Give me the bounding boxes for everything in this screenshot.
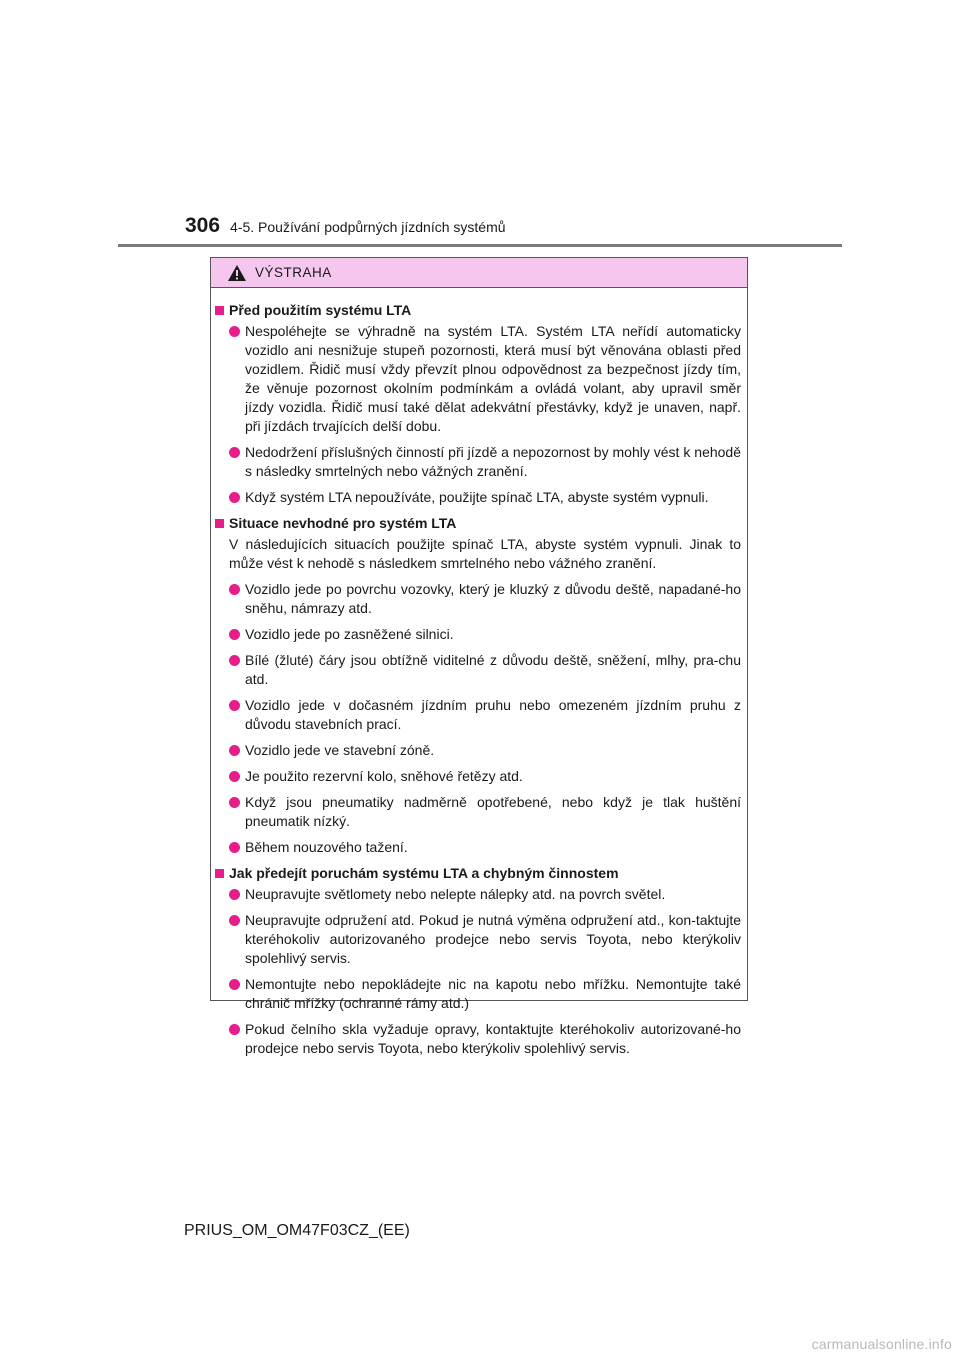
round-bullet-icon <box>229 326 240 337</box>
round-bullet-icon <box>229 771 240 782</box>
list-item <box>229 625 741 644</box>
warning-body <box>211 288 747 1058</box>
round-bullet-icon <box>229 1024 240 1035</box>
list-item <box>229 488 741 507</box>
list-item-text: Pokud čelního skla vyžaduje opravy, kontaktujte kteréhokoliv autorizované-ho prodejce nebo servis Toyota, nebo kterýkoliv spolehlivý servis. <box>245 1021 741 1056</box>
square-bullet-icon <box>215 869 224 878</box>
page-number: 306 <box>185 214 221 237</box>
warning-section <box>215 864 741 1058</box>
list-item <box>229 696 741 734</box>
list-item <box>229 580 741 618</box>
list-item <box>229 793 741 831</box>
section-heading <box>215 514 741 533</box>
list-item <box>229 443 741 481</box>
list-item-text: Nemontujte nebo nepokládejte nic na kapotu nebo mřížku. Nemontujte také chránič mřížky (ochranné rámy atd.) <box>245 976 741 1011</box>
page-header <box>185 214 506 244</box>
round-bullet-icon <box>229 584 240 595</box>
round-bullet-icon <box>229 915 240 926</box>
list-item-text: Vozidlo jede v dočasném jízdním pruhu nebo omezeném jízdním pruhu z důvodu stavebních prací. <box>245 697 741 732</box>
warning-header <box>211 258 747 288</box>
round-bullet-icon <box>229 797 240 808</box>
list-item-text: Nedodržení příslušných činností při jízdě a nepozornost by mohly vést k nehodě s následky smrtelných nebo vážných zranění. <box>245 444 741 479</box>
list-item-text: Je použito rezervní kolo, sněhové řetězy atd. <box>245 768 523 784</box>
list-item-text: Bílé (žluté) čáry jsou obtížně viditelné z důvodu deště, sněžení, mlhy, pra-chu atd. <box>245 652 741 687</box>
square-bullet-icon <box>215 306 224 315</box>
section-heading-text: Před použitím systému LTA <box>229 302 412 318</box>
list-item <box>229 911 741 968</box>
list-item-text: Během nouzového tažení. <box>245 839 408 855</box>
square-bullet-icon <box>215 519 224 528</box>
watermark: carmanualsonline.info <box>811 1336 952 1352</box>
round-bullet-icon <box>229 629 240 640</box>
document-code: PRIUS_OM_OM47F03CZ_(EE) <box>184 1222 410 1239</box>
section-title: 4-5. Používání podpůrných jízdních systémů <box>230 219 506 235</box>
list-item <box>229 975 741 1013</box>
round-bullet-icon <box>229 655 240 666</box>
list-item-text: Když systém LTA nepoužíváte, použijte spínač LTA, abyste systém vypnuli. <box>245 489 709 505</box>
list-item-text: Neupravujte světlomety nebo nelepte nálepky atd. na povrch světel. <box>245 886 666 902</box>
round-bullet-icon <box>229 447 240 458</box>
warning-box <box>210 257 748 1056</box>
round-bullet-icon <box>229 979 240 990</box>
warning-triangle-icon <box>227 264 247 282</box>
list-item-text: Vozidlo jede ve stavební zóně. <box>245 742 435 758</box>
section-heading <box>215 301 741 320</box>
list-item-text: Když jsou pneumatiky nadměrně opotřebené, nebo když je tlak huštění pneumatik nízký. <box>245 794 741 829</box>
list-item <box>229 1020 741 1058</box>
list-item-text: Vozidlo jede po zasněžené silnici. <box>245 626 454 642</box>
round-bullet-icon <box>229 700 240 711</box>
header-rule <box>118 244 842 247</box>
list-item <box>229 885 741 904</box>
list-item-text: Neupravujte odpružení atd. Pokud je nutná výměna odpružení atd., kon-taktujte kteréhokoliv autorizovaného prodejce nebo servis Toyota, nebo kterýkoliv spolehlivý servis. <box>245 912 741 966</box>
section-heading <box>215 864 741 883</box>
list-item <box>229 322 741 436</box>
section-heading-text: Situace nevhodné pro systém LTA <box>229 515 457 531</box>
list-item-text: Nespoléhejte se výhradně na systém LTA. Systém LTA neřídí automaticky vozidlo ani nesnižuje stupeň pozornosti, která musí být věnována oblasti před vozidlem. Řidič musí vždy převzít plnou odpovědnost za bezpečnost jízdy tím, že věnuje pozornost okolním podmínkám a ovládá volant, aby upravil směr jízdy vozidla. Řidič musí také dělat adekvátní přestávky, když je unaven, např. při jízdách trvajících delší dobu. <box>245 323 741 434</box>
list-item <box>229 741 741 760</box>
warning-section <box>215 301 741 507</box>
round-bullet-icon <box>229 745 240 756</box>
section-heading-text: Jak předejít poruchám systému LTA a chybným činnostem <box>229 865 619 881</box>
round-bullet-icon <box>229 889 240 900</box>
section-intro: V následujících situacích použijte spínač LTA, abyste systém vypnuli. Jinak to může vést k nehodě s následkem smrtelného nebo vážného zranění. <box>229 536 741 571</box>
round-bullet-icon <box>229 492 240 503</box>
warning-section <box>215 514 741 857</box>
list-item <box>229 651 741 689</box>
list-item <box>229 767 741 786</box>
list-item-text: Vozidlo jede po povrchu vozovky, který je kluzký z důvodu deště, napadané-ho sněhu, námrazy atd. <box>245 581 741 616</box>
warning-label: VÝSTRAHA <box>255 265 332 280</box>
list-item <box>229 838 741 857</box>
round-bullet-icon <box>229 842 240 853</box>
